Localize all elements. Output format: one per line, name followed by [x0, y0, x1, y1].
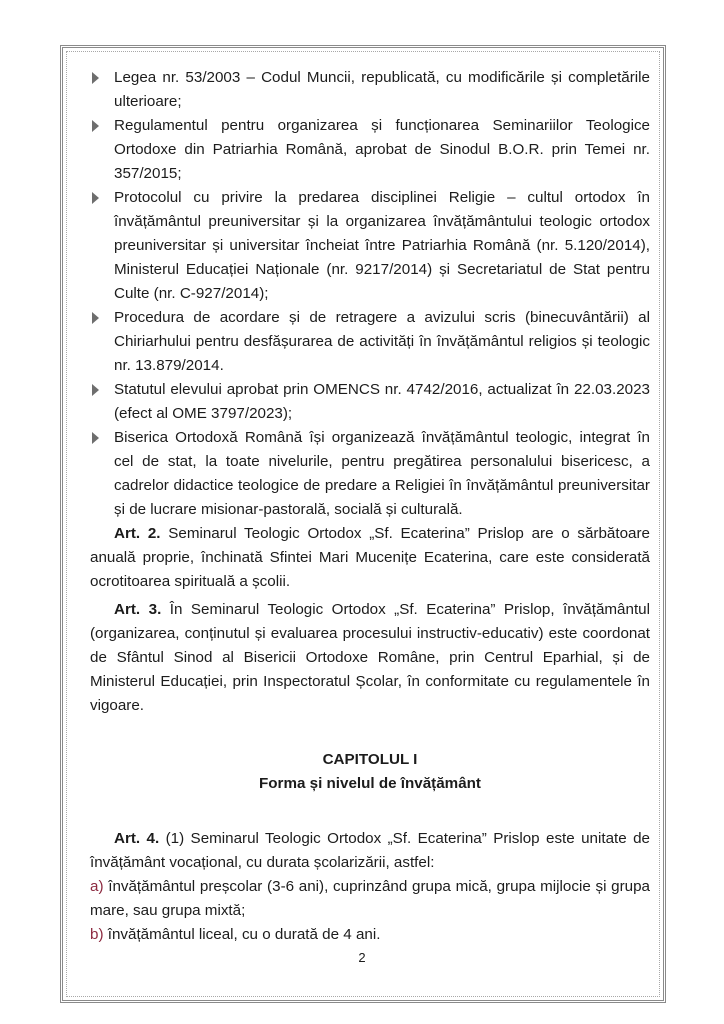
document-body — [90, 66, 650, 947]
chapter-number: CAPITOLUL I — [322, 751, 418, 768]
list-item — [90, 923, 650, 947]
item-letter: b) — [90, 926, 104, 943]
list-item: Legea nr. 53/2003 – Codul Muncii, republicată, cu modificările și completările ulterioare; — [90, 66, 650, 114]
article-2 — [90, 522, 650, 594]
arrow-bullet-icon — [92, 120, 99, 132]
article-text: În Seminarul Teologic Ortodox „Sf. Ecaterina” Prislop, învățământul (organizarea, conținutul și evaluarea procesului instructiv-educativ) este coordonat de Sfântul Sinod al Bisericii Ortodoxe Române, prin Centrul Eparhial, și de Ministerul Educației, prin Inspectoratul Școlar, în conformitate cu regulamentele în vigoare. — [90, 601, 650, 714]
arrow-bullet-icon — [92, 384, 99, 396]
article-text: Seminarul Teologic Ortodox „Sf. Ecaterina” Prislop are o sărbătoare anuală proprie, închinată Sfintei Mari Mucenițe Ecaterina, care este considerată ocrotitoarea spirituală a școlii. — [90, 525, 650, 590]
article-4 — [90, 827, 650, 875]
arrow-bullet-icon — [92, 72, 99, 84]
chapter-title: Forma și nivelul de învățământ — [259, 775, 481, 792]
arrow-bullet-icon — [92, 312, 99, 324]
article-3 — [90, 598, 650, 718]
list-item: Regulamentul pentru organizarea și funcționarea Seminariilor Teologice Ortodoxe din Patriarhia Română, aprobat de Sinodul B.O.R. prin Temei nr. 357/2015; — [90, 114, 650, 186]
list-item: Protocolul cu privire la predarea disciplinei Religie – cultul ortodox în învățământul preuniversitar și la organizarea învățământului teologic ortodox preuniversitar și universitar încheiat între Patriarhia Română (nr. 5.120/2014), Ministerul Educației Naționale (nr. 9217/2014) și Secretariatul de Stat pentru Culte (nr. C-927/2014); — [90, 186, 650, 306]
article-text: (1) Seminarul Teologic Ortodox „Sf. Ecaterina” Prislop este unitate de învățământ vocațional, cu durata școlarizării, astfel: — [90, 830, 650, 871]
article-label: Art. 2. — [114, 525, 161, 542]
arrow-bullet-icon — [92, 432, 99, 444]
legal-references-list — [90, 66, 650, 522]
page-number: 2 — [358, 950, 366, 965]
list-item: Biserica Ortodoxă Română își organizează învățământul teologic, integrat în cel de stat, la toate nivelurile, pentru pregătirea personalului bisericesc, a cadrelor didactice teologice de predare a Religiei în învățământul preuniversitar și de lucrare misionar-pastorală, socială și culturală. — [90, 426, 650, 522]
list-item: Procedura de acordare și de retragere a avizului scris (binecuvântării) al Chiriarhului pentru desfășurarea de activități în învățământul religios și teologic nr. 13.879/2014. — [90, 306, 650, 378]
arrow-bullet-icon — [92, 192, 99, 204]
list-item — [90, 875, 650, 923]
item-text: învățământul preșcolar (3-6 ani), cuprinzând grupa mică, grupa mijlocie și grupa mare, sau grupa mixtă; — [90, 878, 650, 919]
item-letter: a) — [90, 878, 104, 895]
article-label: Art. 3. — [114, 601, 162, 618]
list-item: Statutul elevului aprobat prin OMENCS nr. 4742/2016, actualizat în 22.03.2023 (efect al OME 3797/2023); — [90, 378, 650, 426]
article-label: Art. 4. — [114, 830, 160, 847]
item-text: învățământul liceal, cu o durată de 4 ani. — [103, 926, 381, 943]
